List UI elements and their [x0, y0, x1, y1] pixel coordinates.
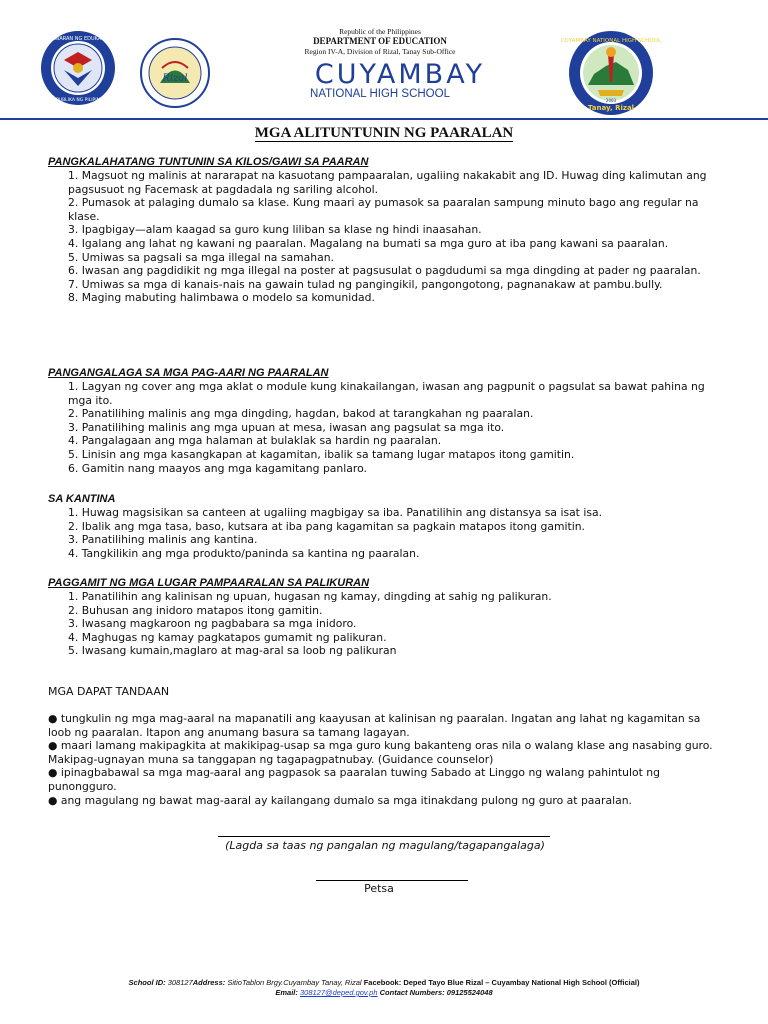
- list-item: 2. Ibalik ang mga tasa, baso, kutsara at iba pang kagamitan sa pagkain matapos itong gamitin.: [68, 519, 585, 533]
- facebook: Deped Tayo Blue Rizal – Cuyambay National High School (Official): [403, 978, 640, 987]
- rizal-division-logo: [140, 38, 210, 108]
- list-item: 6. Gamitin nang maayos ang mga kagamitang panlaro.: [68, 461, 367, 475]
- list-item: 5. Linisin ang mga kasangkapan at kagamitan, ibalik sa tamang lugar matapos itong gamitin.: [68, 447, 575, 461]
- page-title: MGA ALITUNTUNIN NG PAARALAN: [254, 125, 514, 141]
- signature-line: [218, 836, 550, 837]
- list-item: 3. Iwasang magkaroon ng pagbabara sa mga inidoro.: [68, 617, 357, 631]
- footer-line-2: [0, 988, 768, 997]
- header-divider: [0, 118, 768, 120]
- school-name: CUYAMBAY: [314, 59, 486, 90]
- department-label: DEPARTMENT OF EDUCATION: [313, 36, 447, 46]
- region-label: Region IV-A, Division of Rizal, Tanay Sub-Office: [304, 47, 456, 56]
- school-id: 308127: [167, 978, 193, 987]
- list-item: 3. Ipagbigay—alam kaagad sa guro kung liliban sa klase ng hindi inaasahan.: [68, 223, 482, 237]
- section-heading: PAGGAMIT NG MGA LUGAR PAMPAARALAN SA PALIKURAN: [48, 577, 370, 589]
- list-item: 6. Iwasan ang pagdidikit ng mga illegal na poster at pagsusulat o pagdudumi sa mga dingding at pader ng paaralan.: [68, 264, 701, 278]
- list-item: 4. Maghugas ng kamay pagkatapos gumamit ng palikuran.: [68, 630, 387, 644]
- list-item: 7. Umiwas sa mga di kanais-nais na gawain tulad ng pangingikil, pangongotong, pagnanakaw at pambu.bully.: [68, 277, 663, 291]
- school-subtitle: NATIONAL HIGH SCHOOL: [310, 88, 450, 100]
- list-item: 5. Umiwas sa pagsali sa mga illegal na samahan.: [68, 250, 334, 264]
- reminder-bullet: ● ipinagbabawal sa mga mag-aaral ang pagpasok sa paaralan tuwing Sabado at Linggo ng walang pahintulot ng punongguro.: [48, 766, 660, 793]
- list-item: 1. Lagyan ng cover ang mga aklat o module kung kinakailangan, iwasan ang pagpunit o pagsulat sa bawat pahina ng mga ito.: [68, 380, 705, 407]
- section-heading: PANGANGALAGA SA MGA PAG-AARI NG PAARALAN: [48, 367, 329, 379]
- section-general-conduct: [48, 155, 718, 305]
- date-line: [316, 880, 468, 881]
- cuyambay-school-logo: [560, 30, 662, 116]
- address-label: Address:: [192, 978, 226, 987]
- list-item: 3. Panatilihing malinis ang kantina.: [68, 533, 258, 547]
- svg-text:CUYAMBAY NATIONAL HIGH SCHOOL: CUYAMBAY NATIONAL HIGH SCHOOL: [560, 38, 662, 44]
- contact-number: 09125524048: [446, 988, 493, 997]
- svg-text:Rizal: Rizal: [162, 73, 188, 84]
- reminders-title: MGA DAPAT TANDAAN: [48, 685, 170, 698]
- signature-label: (Lagda sa taas ng pangalan ng magulang/tagapangalaga): [225, 839, 545, 852]
- list-item: 5. Iwasang kumain,maglaro at mag-aral sa loob ng palikuran: [68, 644, 397, 658]
- date-label: Petsa: [364, 882, 394, 895]
- email-link[interactable]: 308127@deped.gov.ph: [299, 988, 378, 997]
- section-restroom: [48, 576, 718, 658]
- list-item: 4. Igalang ang lahat ng kawani ng paaralan. Magalang na bumati sa mga guro at iba pang kawani sa paaralan.: [68, 236, 669, 250]
- section-canteen: [48, 492, 718, 560]
- svg-text:REPUBLIKA NG PILIPINAS: REPUBLIKA NG PILIPINAS: [50, 98, 106, 103]
- email-label: Email:: [275, 988, 298, 997]
- reminder-bullet: ● ang magulang ng bawat mag-aaral ay kailangang dumalo sa mga itinakdang pulong ng guro at paaralan.: [48, 793, 632, 807]
- reminder-bullet: ● maari lamang makipagkita at makikipag-usap sa mga guro kung bakanteng oras nila o walang klase ang nasabing guro. Makipag-ugnayan muna sa tanggapan ng tagapagpatnubay. (Guidance counselor): [48, 739, 713, 766]
- list-item: 8. Maging mabuting halimbawa o modelo sa komunidad.: [68, 291, 375, 305]
- section-heading: SA KANTINA: [48, 493, 116, 505]
- contact-label: Contact Numbers:: [379, 988, 445, 997]
- reminders-list: [48, 712, 718, 807]
- footer-line-1: [0, 978, 768, 987]
- facebook-label: Facebook:: [363, 978, 402, 987]
- list-item: 2. Pumasok at palaging dumalo sa klase. Kung maari ay pumasok sa paaralan sampung minuto bago ang regular na klase.: [68, 196, 699, 223]
- list-item: 1. Panatilihin ang kalinisan ng upuan, hugasan ng kamay, dingding at sahig ng palikuran.: [68, 590, 552, 603]
- school-id-label: School ID:: [128, 978, 166, 987]
- address: SitioTablon Brgy.Cuyambay Tanay, Rizal: [227, 978, 362, 987]
- svg-text:Tanay, Rizal: Tanay, Rizal: [587, 104, 635, 112]
- list-item: 1. Magsuot ng malinis at nararapat na kasuotang pampaaralan, ugaliing nakakabit ang ID. Huwag ding kalimutan ang pagsusuot ng Facemask at pagdadala ng sariling alcohol.: [68, 169, 707, 196]
- list-item: 4. Tangkilikin ang mga produkto/paninda sa kantina ng paaralan.: [68, 546, 420, 560]
- svg-text:2003: 2003: [605, 98, 617, 103]
- list-item: 3. Panatilihing malinis ang mga upuan at mesa, iwasan ang pagsulat sa mga ito.: [68, 420, 505, 434]
- reminder-bullet: ● tungkulin ng mga mag-aaral na mapanatili ang kaayusan at kalinisan ng paaralan. Ingatan ang lahat ng kagamitan sa loob ng paaralan. Itapon ang anumang basura sa tamang lagayan.: [48, 712, 701, 739]
- republic-label: Republic of the Philippines: [339, 27, 421, 36]
- list-item: 2. Buhusan ang inidoro matapos itong gamitin.: [68, 603, 323, 617]
- section-heading: PANGKALAHATANG TUNTUNIN SA KILOS/GAWI SA PAARAN: [48, 156, 369, 168]
- svg-text:KAGAWARAN NG EDUKASYON: KAGAWARAN NG EDUKASYON: [41, 36, 115, 42]
- list-item: 4. Pangalagaan ang mga halaman at bulaklak sa hardin ng paaralan.: [68, 434, 442, 448]
- list-item: 1. Huwag magsisikan sa canteen at ugaliing magbigay sa iba. Panatilihin ang distansya sa isat isa.: [68, 506, 603, 519]
- list-item: 2. Panatilihing malinis ang mga dingding, hagdan, bakod at tarangkahan ng paaralan.: [68, 407, 534, 421]
- deped-seal-logo: [40, 30, 116, 106]
- section-school-property: [48, 366, 718, 475]
